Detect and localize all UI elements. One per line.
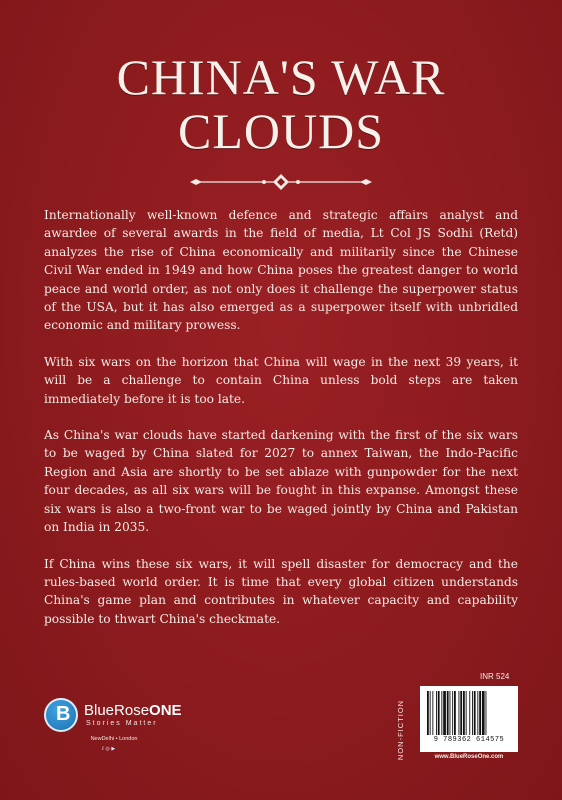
- blurb-paragraph: If China wins these six wars, it will spell disaster for democracy and the rules-based world order. It is time that every global citizen understands China's game plan and contributes in whatever capacity and capability possible to thwart China's checkmate.: [44, 556, 518, 626]
- barcode-icon: [426, 691, 512, 735]
- price-label: INR 524: [480, 672, 510, 681]
- genre-label: NON-FICTION: [396, 699, 405, 761]
- publisher-logo-icon: B: [44, 698, 78, 732]
- back-cover-blurb: [44, 206, 518, 646]
- book-title-line-2: CLOUDS: [177, 103, 385, 159]
- title-divider-ornament: [188, 173, 374, 191]
- publisher-tagline: Stories Matter: [86, 720, 158, 727]
- publisher-name: BlueRoseONE: [84, 702, 182, 719]
- book-title-line-1: CHINA'S WAR: [116, 49, 446, 105]
- isbn-number: 9 789362 614575: [433, 736, 505, 744]
- publisher-website: www.BlueRoseOne.com: [434, 754, 504, 760]
- publisher-logo-block: [44, 698, 184, 752]
- blurb-paragraph: Internationally well-known defence and strategic affairs analyst and awardee of several awards in the field of media, Lt Col JS Sodhi (Retd) analyzes the rise of China economically and militarily since the Chinese Civil War ended in 1949 and how China poses the greatest danger to world peace and world order, as not only does it challenge the superpower status of the USA, but it has also emerged as a superpower itself with unbridled economic and military prowess.: [44, 208, 518, 333]
- social-media-icons: f ◎ ▶: [102, 746, 116, 752]
- blurb-paragraph: As China's war clouds have started darkening with the first of the six wars to be waged by China slated for 2027 to annex Taiwan, the Indo-Pacific Region and Asia are shortly to be set ablaze with gunpowder for the next four decades, as all six wars will be fought in this expanse. Amongst these six wars is also a two-front war to be waged jointly by China and Pakistan on India in 2035.: [44, 428, 518, 535]
- blurb-paragraph: With six wars on the horizon that China will wage in the next 39 years, it will be a challenge to contain China unless bold steps are taken immediately before it is too late.: [44, 354, 518, 406]
- publisher-cities: NewDelhi • London: [90, 736, 138, 742]
- isbn-barcode: [420, 686, 518, 752]
